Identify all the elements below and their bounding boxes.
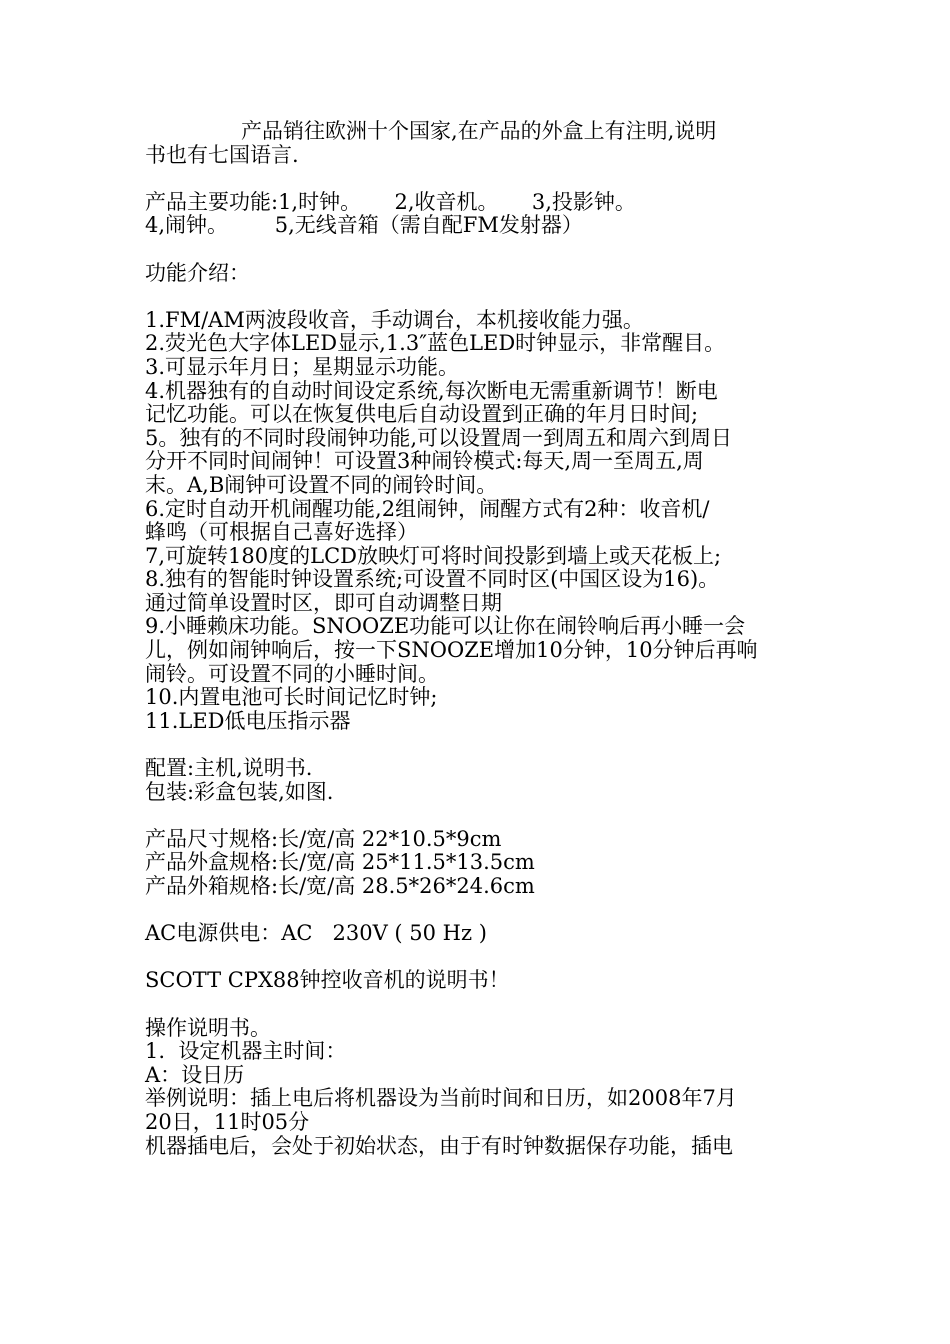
feature-line: 9.小睡赖床功能。SNOOZE功能可以让你在闹铃响后再小睡一会: [145, 614, 746, 639]
feature-line: 记忆功能。可以在恢复供电后自动设置到正确的年月日时间;: [145, 402, 699, 427]
spacer: [145, 238, 825, 262]
feature-line: 分开不同时间闹钟！可设置3种闹铃模式:每天,周一至周五,周: [145, 449, 704, 474]
feature-line: 末。A,B闹钟可设置不同的闹铃时间。: [145, 472, 498, 497]
spec-carton-size: 产品外箱规格:长/宽/高 28.5*26*24.6cm: [145, 874, 535, 898]
feature-line: 4.机器独有的自动时间设定系统,每次断电无需重新调节！断电: [145, 378, 718, 403]
operation-step-1: 1. 设定机器主时间：: [145, 1039, 347, 1064]
feature-line: 儿，例如闹钟响后，按一下SNOOZE增加10分钟，10分钟后再响: [145, 638, 758, 663]
packing-line: 包装:彩盒包装,如图.: [145, 779, 334, 804]
feature-line: 11.LED低电压指示器: [145, 708, 351, 733]
feature-line: 3.可显示年月日；星期显示功能。: [145, 354, 460, 379]
spacer: [145, 993, 825, 1017]
power-line: AC电源供电：AC 230V ( 50 Hz ): [145, 921, 487, 946]
feature-line: 6.定时自动开机闹醒功能,2组闹钟，闹醒方式有2种：收音机/: [145, 496, 710, 521]
feature-line: 1.FM/AM两波段收音，手动调台，本机接收能力强。: [145, 307, 644, 332]
feature-line: 5。独有的不同时段闹钟功能,可以设置周一到周五和周六到周日: [145, 425, 733, 450]
document-page: [145, 120, 825, 1158]
operation-sub-a: A：设日历: [145, 1062, 245, 1087]
operation-example-1: 举例说明：插上电后将机器设为当前时间和日历，如2008年7月: [145, 1086, 737, 1111]
feature-line: 7,可旋转180度的LCD放映灯可将时间投影到墙上或天花板上;: [145, 543, 722, 568]
feature-line: 10.内置电池可长时间记忆时钟;: [145, 685, 438, 710]
feature-line: 蜂鸣（可根据自己喜好选择）: [145, 520, 418, 545]
operation-heading: 操作说明书。: [145, 1015, 271, 1040]
features-heading: 功能介绍：: [145, 260, 250, 285]
feature-line: 2.荧光色大字体LED显示,1.3″蓝色LED时钟显示，非常醒目。: [145, 331, 726, 356]
main-functions-line-1: 产品主要功能:1,时钟。 2,收音机。 3,投影钟。: [145, 189, 636, 214]
spacer: [145, 733, 825, 757]
main-functions-line-2: 4,闹钟。 5,无线音箱（需自配FM发射器）: [145, 213, 583, 238]
features-list: [145, 309, 825, 734]
feature-line: 闹铃。可设置不同的小睡时间。: [145, 661, 439, 686]
spacer: [145, 285, 825, 309]
manual-title: SCOTT CPX88钟控收音机的说明书！: [145, 968, 510, 993]
spacer: [145, 804, 825, 828]
operation-example-2: 20日，11时05分: [145, 1109, 310, 1134]
spacer: [145, 167, 825, 191]
intro-line-2: 书也有七国语言.: [145, 142, 299, 167]
operation-note: 机器插电后，会处于初始状态，由于有时钟数据保存功能，插电: [145, 1133, 733, 1158]
feature-line: 通过简单设置时区，即可自动调整日期: [145, 590, 502, 615]
feature-line: 8.独有的智能时钟设置系统;可设置不同时区(中国区设为16)。: [145, 567, 720, 592]
spacer: [145, 899, 825, 923]
spec-box-size: 产品外盒规格:长/宽/高 25*11.5*13.5cm: [145, 850, 535, 875]
intro-line-1: 产品销往欧洲十个国家,在产品的外盒上有注明,说明: [241, 119, 717, 143]
spec-product-size: 产品尺寸规格:长/宽/高 22*10.5*9cm: [145, 826, 502, 851]
config-line: 配置:主机,说明书.: [145, 756, 313, 781]
spacer: [145, 946, 825, 970]
